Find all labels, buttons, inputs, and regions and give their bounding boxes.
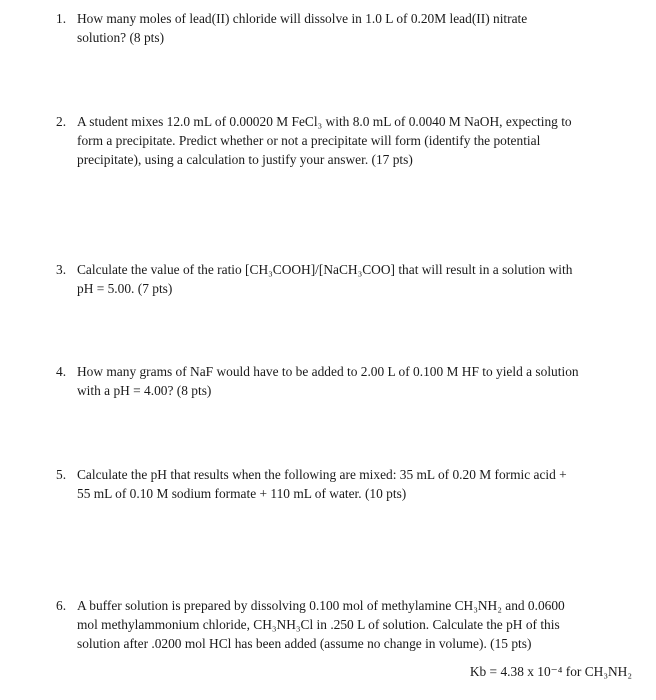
question-number: 5. xyxy=(56,467,67,482)
question-text xyxy=(77,596,637,653)
question-line: Calculate the pH that results when the following are mixed: 35 mL of 0.20 M formic acid + xyxy=(77,467,567,482)
question-line: with a pH = 4.00? (8 pts) xyxy=(77,383,212,398)
question-line: How many moles of lead(II) chloride will dissolve in 1.0 L of 0.20M lead(II) nitrate xyxy=(77,11,528,26)
question-number: 4. xyxy=(56,364,67,379)
question-line: precipitate), using a calculation to justify your answer. (17 pts) xyxy=(77,152,413,167)
question-line: How many grams of NaF would have to be added to 2.00 L of 0.100 M HF to yield a solution xyxy=(77,364,579,379)
question-line: mol methylammonium chloride, CH₃NH₃Cl in .250 L of solution. Calculate the pH of this xyxy=(77,617,560,632)
question-number: 6. xyxy=(56,598,67,613)
kb-note: Kb = 4.38 x 10⁻⁴ for CH₃NH₂ xyxy=(469,664,632,679)
question-line: Calculate the value of the ratio [CH₃COOH]/[NaCH₃COO] that will result in a solution with xyxy=(77,262,573,277)
question-line: 55 mL of 0.10 M sodium formate + 110 mL of water. (10 pts) xyxy=(77,486,407,501)
question-line: A buffer solution is prepared by dissolving 0.100 mol of methylamine CH₃NH₂ and 0.0600 xyxy=(77,598,565,613)
question-line: pH = 5.00. (7 pts) xyxy=(77,281,173,296)
question-number: 2. xyxy=(56,114,67,129)
question-text xyxy=(77,465,637,503)
question-line: form a precipitate. Predict whether or not a precipitate will form (identify the potential xyxy=(77,133,541,148)
question-line: solution? (8 pts) xyxy=(77,30,165,45)
question-text xyxy=(77,112,637,169)
question-text xyxy=(77,9,637,47)
question-line: solution after .0200 mol HCl has been added (assume no change in volume). (15 pts) xyxy=(77,636,532,651)
question-text xyxy=(77,260,637,298)
question-number: 1. xyxy=(56,11,67,26)
question-number: 3. xyxy=(56,262,67,277)
question-text xyxy=(77,362,637,400)
question-line: A student mixes 12.0 mL of 0.00020 M FeCl₃ with 8.0 mL of 0.0040 M NaOH, expecting to xyxy=(77,114,572,129)
